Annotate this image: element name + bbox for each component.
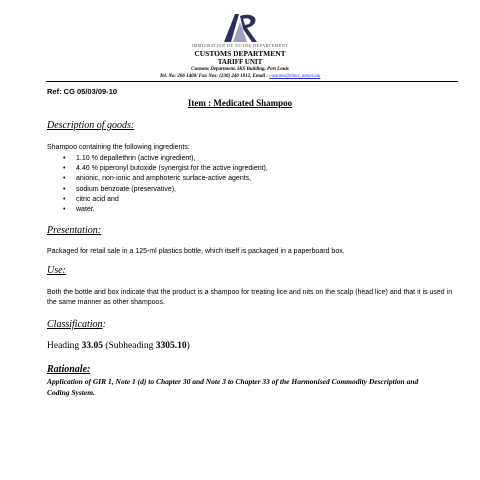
unit-name: TARIFF UNIT [217, 58, 263, 66]
contact-text: Tel. No: 206 1400/ Fax Nos: (230) 240 1812, Email : [159, 74, 269, 79]
classification-heading: Classification [47, 319, 103, 330]
presentation-heading: Presentation: [47, 225, 102, 236]
classification-colon: : [102, 319, 106, 330]
list-item: • anionic, non-ionic and amphoteric surface-active agents, [63, 174, 268, 184]
classification-middle: (Subheading [102, 341, 156, 351]
department-name: CUSTOMS DEPARTMENT [194, 49, 286, 58]
ingredient-list [63, 154, 268, 215]
list-item: • citric acid and [63, 195, 268, 205]
list-item: • water. [63, 205, 268, 215]
use-heading: Use: [47, 265, 66, 276]
use-text: Both the bottle and box indicate that the product is a shampoo for treating lice and nits on the scalp (head lice) and that it is used in the same manner as other shampoos. [47, 289, 453, 306]
subheading-code: 3305.10 [155, 341, 187, 351]
rationale-text: Application of GIR 1, Note 1 (d) to Chapter 30 and Note 3 to Chapter 33 of the Harmonised Commodity Description and Coding System. [47, 377, 419, 397]
logo-caption: IMMIGRATION DE NOTRE DEPARTEMENT [191, 43, 289, 48]
classification-prefix: Heading [47, 341, 82, 351]
heading-code: 33.05 [81, 341, 103, 351]
address-line: Customs Department, IKS Building, Port Louis [191, 67, 289, 72]
description-heading: Description of goods: [47, 120, 135, 131]
list-item: • sodium benzoate (preservative), [63, 185, 268, 195]
rationale-heading: Rationale: [47, 364, 91, 375]
classification-text [47, 341, 190, 351]
contact-line [0, 74, 480, 79]
reference-number: Ref: CG 05/03/09-10 [47, 87, 118, 96]
item-title: Item : Medicated Shampoo [187, 98, 293, 108]
list-item: • 1.10 % depallethrin (active ingredient), [63, 154, 268, 164]
classification-heading-row [47, 319, 106, 330]
header-divider [46, 81, 458, 82]
presentation-text: Packaged for retail sale in a 125-ml plastics bottle, which itself is packaged in a paperboard box. [47, 248, 345, 255]
customs-logo-icon [221, 10, 261, 44]
description-intro: Shampoo containing the following ingredients: [47, 144, 190, 151]
list-item: • 4.40 % piperonyl butoxide (synergist for the active ingredient), [63, 164, 268, 174]
classification-suffix: ) [186, 341, 190, 351]
email-link[interactable]: customs@tlmrc.intnet.mu [269, 74, 321, 79]
